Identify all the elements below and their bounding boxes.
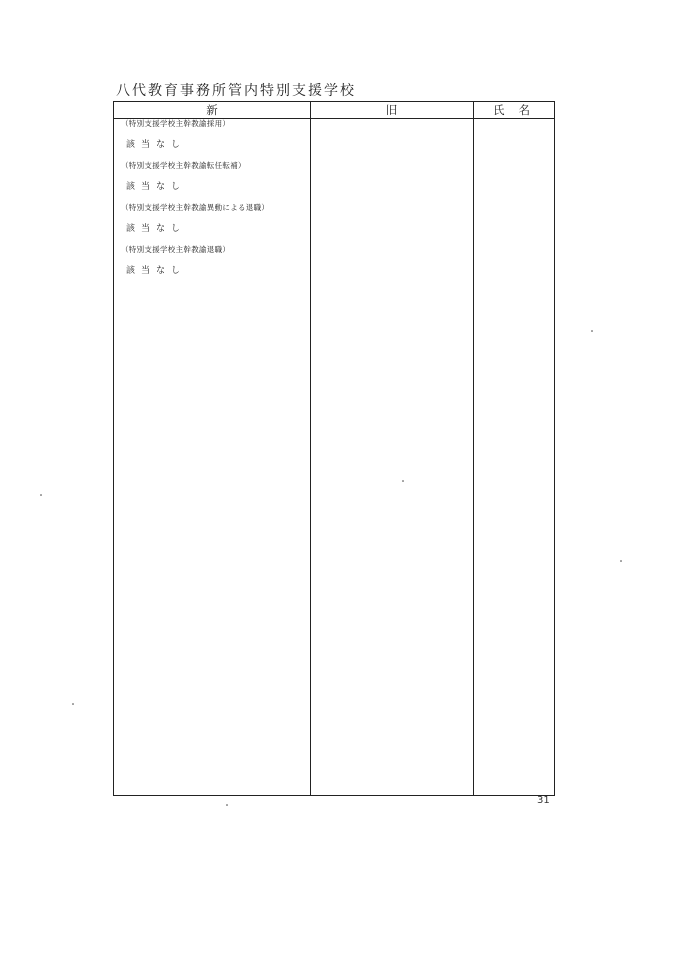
scan-speck [226,804,228,806]
section-heading: （特別支援学校主幹教諭異動による退職） [121,203,270,212]
page-title: 八代教育事務所管内特別支援学校 [116,83,356,99]
scan-speck [40,494,42,496]
personnel-table [113,101,555,796]
column-header-new: 新 [206,103,218,117]
scan-speck [591,330,593,332]
scan-speck [620,560,622,562]
column-divider-new-old [310,102,311,795]
column-header-name: 氏名 [493,103,544,117]
section-heading: （特別支援学校主幹教諭転任転補） [121,161,246,170]
page-number: 31 [537,795,550,806]
section-retirement [121,244,306,278]
section-value: 該当なし [126,224,187,234]
section-value: 該当なし [126,140,187,150]
section-retirement-by-transfer [121,202,306,236]
section-heading: （特別支援学校主幹教諭採用） [121,119,231,128]
scan-speck [402,480,404,482]
scan-speck [72,703,74,705]
column-divider-old-name [473,102,474,795]
section-appointment [121,118,306,152]
new-column-entries [121,118,306,286]
column-header-old: 旧 [385,103,398,117]
section-value: 該当なし [126,266,187,276]
section-heading: （特別支援学校主幹教諭退職） [121,245,231,254]
section-value: 該当なし [126,182,187,192]
section-transfer [121,160,306,194]
